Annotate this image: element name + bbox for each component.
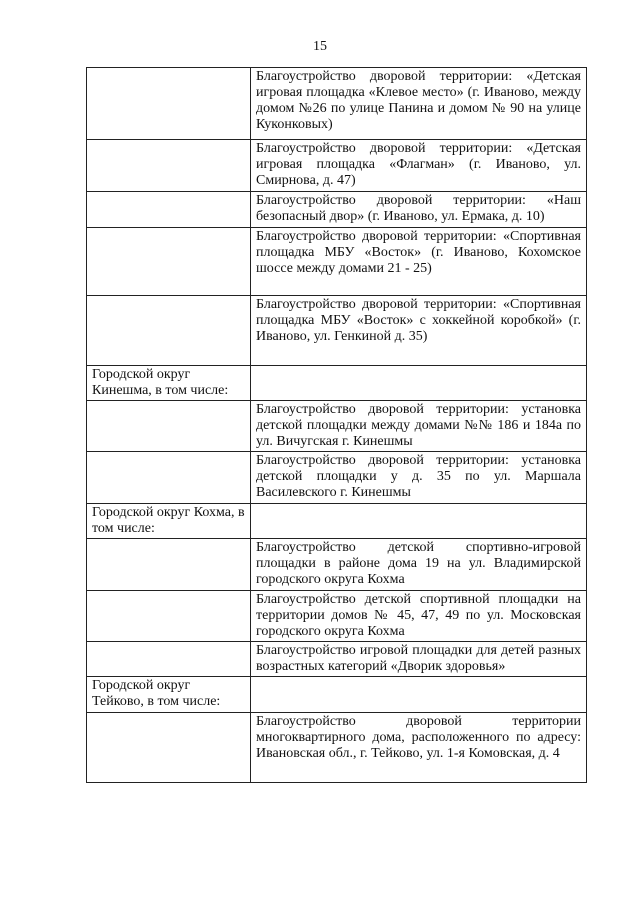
project-cell — [251, 677, 587, 713]
project-cell: Благоустройство детской спортивной площадки на территории домов № 45, 47, 49 по ул. Московская городского округа Кохма — [251, 591, 587, 642]
district-cell — [87, 642, 251, 677]
district-cell — [87, 591, 251, 642]
table-row — [87, 452, 587, 504]
project-cell: Благоустройство дворовой территории: установка детской площадки у д. 35 по ул. Маршала Василевского г. Кинешмы — [251, 452, 587, 504]
table-row — [87, 591, 587, 642]
project-cell: Благоустройство дворовой территории: «Детская игровая площадка «Клевое место» (г. Иваново, между домом №26 по улице Панина и домом № 90 на улице Куконковых) — [251, 68, 587, 140]
table-row — [87, 228, 587, 296]
district-cell: Городской округ Кинешма, в том числе: — [87, 366, 251, 401]
table-row — [87, 677, 587, 713]
project-cell — [251, 366, 587, 401]
district-cell: Городской округ Кохма, в том числе: — [87, 504, 251, 539]
district-cell — [87, 140, 251, 192]
table-row — [87, 296, 587, 366]
table-row — [87, 366, 587, 401]
district-cell — [87, 68, 251, 140]
district-cell: Городской округ Тейково, в том числе: — [87, 677, 251, 713]
district-cell — [87, 539, 251, 591]
district-cell — [87, 296, 251, 366]
project-cell: Благоустройство дворовой территории: «Спортивная площадка МБУ «Восток» с хоккейной коробкой» (г. Иваново, ул. Генкиной д. 35) — [251, 296, 587, 366]
project-cell — [251, 504, 587, 539]
page-number: 15 — [313, 39, 327, 54]
project-cell: Благоустройство детской спортивно-игровой площадки в районе дома 19 на ул. Владимирской городского округа Кохма — [251, 539, 587, 591]
table-row — [87, 713, 587, 783]
table-row — [87, 642, 587, 677]
district-cell — [87, 713, 251, 783]
improvement-projects-table — [86, 67, 587, 783]
district-cell — [87, 401, 251, 452]
table-row — [87, 401, 587, 452]
table-row — [87, 140, 587, 192]
district-cell — [87, 228, 251, 296]
table-row — [87, 504, 587, 539]
district-cell — [87, 452, 251, 504]
project-cell: Благоустройство дворовой территории многоквартирного дома, расположенного по адресу: Ивановская обл., г. Тейково, ул. 1-я Комовская, д. 4 — [251, 713, 587, 783]
table-row — [87, 539, 587, 591]
project-cell: Благоустройство дворовой территории: «Наш безопасный двор» (г. Иваново, ул. Ермака, д. 10) — [251, 192, 587, 228]
table-row — [87, 68, 587, 140]
project-cell: Благоустройство дворовой территории: установка детской площадки между домами №№ 186 и 184а по ул. Вичугская г. Кинешмы — [251, 401, 587, 452]
project-cell: Благоустройство дворовой территории: «Спортивная площадка МБУ «Восток» (г. Иваново, Кохомское шоссе между домами 21 - 25) — [251, 228, 587, 296]
district-cell — [87, 192, 251, 228]
project-cell: Благоустройство дворовой территории: «Детская игровая площадка «Флагман» (г. Иваново, ул. Смирнова, д. 47) — [251, 140, 587, 192]
project-cell: Благоустройство игровой площадки для детей разных возрастных категорий «Дворик здоровья» — [251, 642, 587, 677]
table-row — [87, 192, 587, 228]
